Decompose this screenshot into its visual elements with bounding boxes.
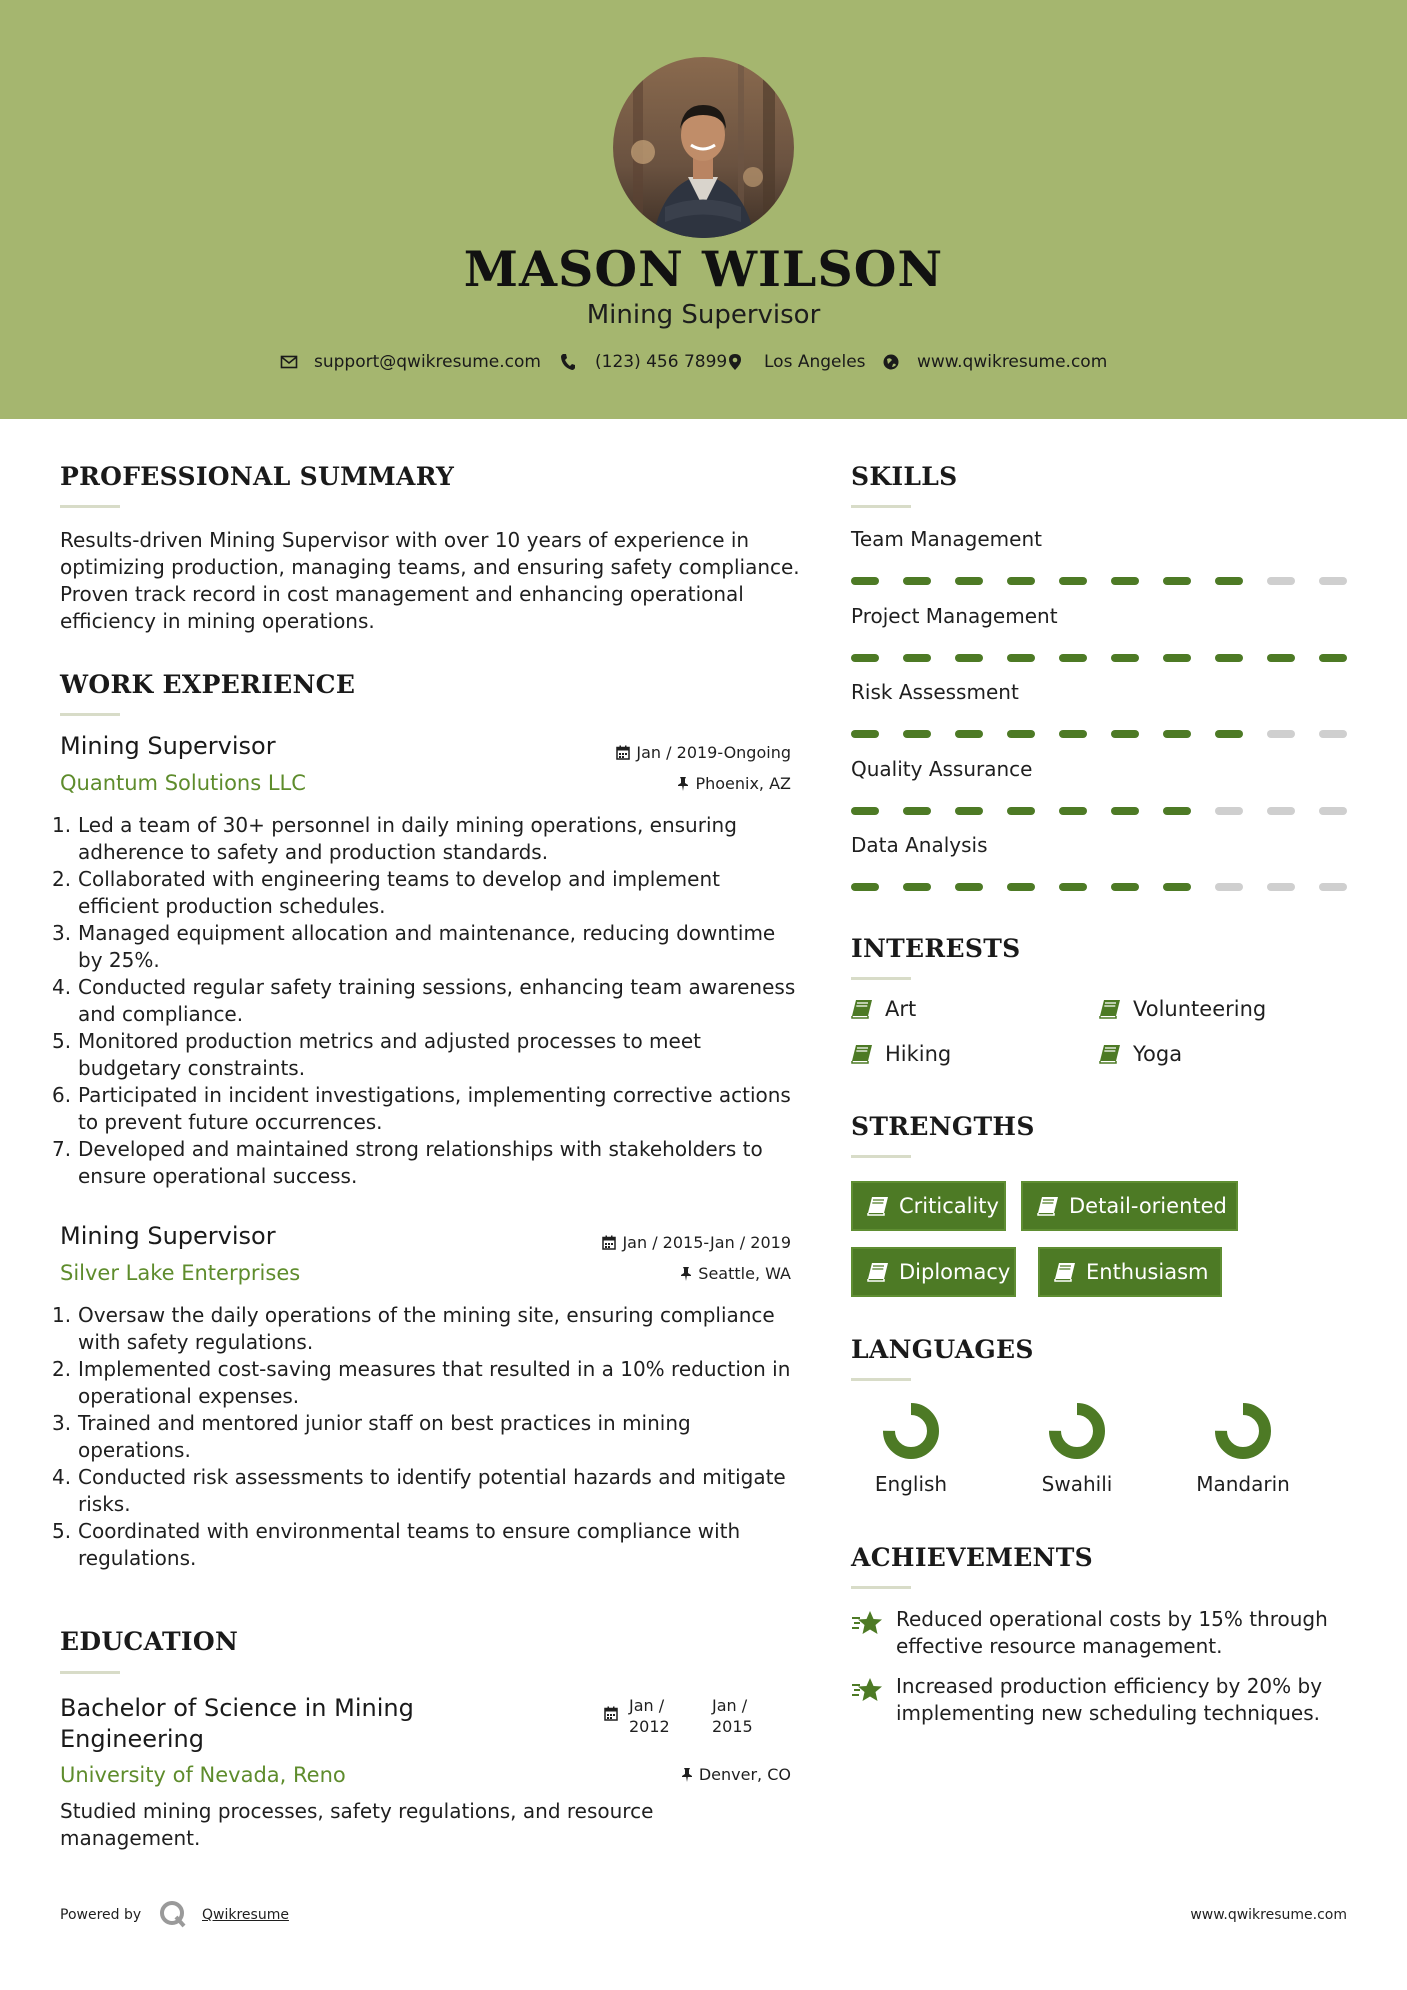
- summary-text: Results-driven Mining Supervisor with over 10 years of experience in optimizing production, managing teams, and ensuring safety compliance. Proven track record in cost management and enhancing operational efficiency in mining operations.: [60, 528, 800, 633]
- pushpin-icon: [681, 1767, 693, 1782]
- language-proficiency-arc: [1221, 1409, 1265, 1453]
- skill-level-segment: [1163, 654, 1191, 662]
- skill-level-segment: [955, 883, 983, 891]
- skill-level-segment: [851, 883, 879, 891]
- school-name: University of Nevada, Reno: [60, 1763, 346, 1787]
- job-dates: [602, 1233, 791, 1252]
- skill-level-segment: [1059, 807, 1087, 815]
- pushpin-icon: [680, 1266, 692, 1281]
- skill-level-segment: [1059, 577, 1087, 585]
- education-start-date: Jan / 2012: [629, 1696, 670, 1736]
- book-icon: [1037, 1196, 1059, 1216]
- section-divider: [851, 1586, 911, 1589]
- contact-bar: [0, 352, 1407, 376]
- skill-level-segment: [1215, 807, 1243, 815]
- skill-level-segment: [1007, 654, 1035, 662]
- degree-title: Bachelor of Science in Mining Engineering: [60, 1694, 414, 1753]
- skill-level-segment: [1319, 883, 1347, 891]
- job-dates: [616, 743, 791, 762]
- language-name: English: [874, 1472, 948, 1496]
- education-heading: EDUCATION: [60, 1627, 239, 1656]
- calendar-icon: [602, 1235, 616, 1250]
- book-icon: [867, 1196, 889, 1216]
- job-duties-list: [52, 1302, 800, 1572]
- language-name: Swahili: [1041, 1472, 1113, 1496]
- skill-name: Team Management: [851, 527, 1042, 551]
- skill-level-segment: [1319, 654, 1347, 662]
- powered-by-label: Powered by: [60, 1907, 142, 1923]
- skill-level-segment: [1267, 807, 1295, 815]
- skill-level-segment: [851, 577, 879, 585]
- book-icon: [1054, 1262, 1076, 1282]
- contact-website[interactable]: www.qwikresume.com: [917, 352, 1108, 372]
- skills-heading: SKILLS: [851, 462, 958, 491]
- skill-level-segment: [1111, 883, 1139, 891]
- qwikresume-link[interactable]: Qwikresume: [202, 1907, 289, 1923]
- skill-level-segment: [1267, 654, 1295, 662]
- section-divider: [851, 977, 911, 980]
- skill-level-segment: [1267, 883, 1295, 891]
- interests-heading: INTERESTS: [851, 934, 1021, 963]
- job-company: Quantum Solutions LLC: [60, 771, 306, 795]
- map-marker-icon: [728, 353, 742, 371]
- skill-level-segment: [1059, 883, 1087, 891]
- candidate-title: Mining Supervisor: [586, 300, 821, 330]
- section-divider: [60, 713, 120, 716]
- language-proficiency-ring: [1214, 1402, 1272, 1460]
- skill-level-segment: [1215, 577, 1243, 585]
- skill-level-bar: [851, 577, 1351, 585]
- language-name: Mandarin: [1196, 1472, 1290, 1496]
- duty-item: 5. Coordinated with environmental teams to ensure compliance with regulations.: [52, 1519, 741, 1570]
- section-divider: [60, 505, 120, 508]
- skill-level-segment: [903, 730, 931, 738]
- strength-chip: Enthusiasm: [1038, 1247, 1222, 1297]
- strength-chip: Detail-oriented: [1021, 1181, 1238, 1231]
- skill-level-segment: [1319, 730, 1347, 738]
- skill-level-segment: [1267, 730, 1295, 738]
- language-proficiency-arc: [889, 1409, 933, 1453]
- duty-item: 1. Oversaw the daily operations of the mining site, ensuring compliance with safety regulations.: [52, 1303, 775, 1354]
- achievements-heading: ACHIEVEMENTS: [851, 1543, 1093, 1572]
- skill-name: Risk Assessment: [851, 680, 1019, 704]
- phone-icon: [560, 353, 576, 371]
- skill-level-segment: [1215, 883, 1243, 891]
- skill-level-segment: [1007, 807, 1035, 815]
- skill-level-segment: [1163, 730, 1191, 738]
- job-location: [680, 1264, 791, 1283]
- duty-item: 7. Developed and maintained strong relationships with stakeholders to ensure operational success.: [52, 1137, 763, 1188]
- skill-level-segment: [1215, 730, 1243, 738]
- skill-level-bar: [851, 654, 1351, 662]
- book-icon: [851, 1044, 873, 1064]
- job-title: Mining Supervisor: [60, 1222, 276, 1250]
- skill-level-segment: [1267, 577, 1295, 585]
- skill-level-segment: [903, 807, 931, 815]
- job-duties-list: [52, 812, 800, 1190]
- skill-level-segment: [955, 577, 983, 585]
- job-location-text: Phoenix, AZ: [695, 774, 791, 793]
- language-proficiency-arc: [1055, 1409, 1099, 1453]
- job-dates-text: Jan / 2019-Ongoing: [636, 743, 791, 762]
- job-dates-text: Jan / 2015-Jan / 2019: [622, 1233, 791, 1252]
- skill-level-segment: [851, 807, 879, 815]
- envelope-icon: [280, 353, 298, 371]
- skill-level-segment: [1111, 577, 1139, 585]
- skill-level-segment: [1163, 807, 1191, 815]
- language-proficiency-ring: [1048, 1402, 1106, 1460]
- contact-phone[interactable]: (123) 456 7899: [595, 352, 728, 372]
- book-icon: [1099, 1044, 1121, 1064]
- contact-location: Los Angeles: [764, 352, 866, 372]
- summary-heading: PROFESSIONAL SUMMARY: [60, 462, 455, 491]
- book-icon: [851, 999, 873, 1019]
- skill-level-segment: [1163, 577, 1191, 585]
- section-divider: [60, 1671, 120, 1674]
- job-title: Mining Supervisor: [60, 732, 276, 760]
- skill-level-bar: [851, 883, 1351, 891]
- education-location: [681, 1765, 791, 1784]
- star-icon: [851, 1610, 885, 1636]
- education-end-date: Jan / 2015: [712, 1696, 753, 1736]
- skill-name: Data Analysis: [851, 833, 988, 857]
- skill-level-segment: [1215, 654, 1243, 662]
- candidate-name: MASON WILSON: [463, 240, 944, 298]
- book-icon: [1099, 999, 1121, 1019]
- duty-item: 4. Conducted risk assessments to identify potential hazards and mitigate risks.: [52, 1465, 786, 1516]
- experience-heading: WORK EXPERIENCE: [60, 670, 356, 699]
- skill-level-segment: [955, 807, 983, 815]
- calendar-icon: [616, 745, 630, 760]
- achievement-item: Increased production efficiency by 20% by implementing new scheduling techniques.: [851, 1673, 1351, 1727]
- skill-level-segment: [955, 730, 983, 738]
- skill-level-segment: [1111, 654, 1139, 662]
- section-divider: [851, 505, 911, 508]
- skill-level-segment: [1111, 807, 1139, 815]
- globe-icon: [882, 353, 900, 371]
- duty-item: 3. Trained and mentored junior staff on best practices in mining operations.: [52, 1411, 691, 1462]
- skill-level-segment: [1059, 730, 1087, 738]
- duty-item: 1. Led a team of 30+ personnel in daily mining operations, ensuring adherence to safety and production standards.: [52, 813, 737, 864]
- duty-item: 3. Managed equipment allocation and maintenance, reducing downtime by 25%.: [52, 921, 776, 972]
- contact-email[interactable]: support@qwikresume.com: [314, 352, 541, 372]
- section-divider: [851, 1155, 911, 1158]
- skill-level-segment: [1163, 883, 1191, 891]
- duty-item: 5. Monitored production metrics and adjusted processes to meet budgetary constraints.: [52, 1029, 701, 1080]
- skill-level-bar: [851, 807, 1351, 815]
- job-location: [677, 774, 791, 793]
- education-description: Studied mining processes, safety regulations, and resource management.: [60, 1799, 654, 1850]
- profile-photo: [613, 57, 794, 238]
- language-proficiency-ring: [882, 1402, 940, 1460]
- duty-item: 6. Participated in incident investigations, implementing corrective actions to prevent future occurrences.: [52, 1083, 791, 1134]
- calendar-icon: [604, 1706, 618, 1721]
- duty-item: 4. Conducted regular safety training sessions, enhancing team awareness and compliance.: [52, 975, 796, 1026]
- education-location-text: Denver, CO: [698, 1765, 791, 1784]
- skill-level-segment: [903, 654, 931, 662]
- footer-site-link[interactable]: www.qwikresume.com: [1190, 1907, 1347, 1923]
- languages-heading: LANGUAGES: [851, 1335, 1034, 1364]
- strength-chip: Criticality: [851, 1181, 1006, 1231]
- duty-item: 2. Collaborated with engineering teams to develop and implement efficient production schedules.: [52, 867, 720, 918]
- resume-header: [0, 0, 1407, 419]
- skill-level-segment: [1007, 730, 1035, 738]
- skill-level-segment: [903, 883, 931, 891]
- skill-level-segment: [1059, 654, 1087, 662]
- duty-item: 2. Implemented cost-saving measures that resulted in a 10% reduction in operational expenses.: [52, 1357, 791, 1408]
- job-company: Silver Lake Enterprises: [60, 1261, 301, 1285]
- strengths-heading: STRENGTHS: [851, 1112, 1035, 1141]
- qwikresume-logo-icon: [158, 1899, 188, 1929]
- skill-level-segment: [903, 577, 931, 585]
- skill-name: Quality Assurance: [851, 756, 1033, 781]
- book-icon: [867, 1262, 889, 1282]
- skill-level-segment: [1111, 730, 1139, 738]
- job-location-text: Seattle, WA: [698, 1264, 791, 1283]
- skill-level-segment: [1007, 577, 1035, 585]
- skill-level-segment: [1007, 883, 1035, 891]
- skill-level-segment: [955, 654, 983, 662]
- strength-chip: Diplomacy: [851, 1247, 1016, 1297]
- skill-name: Project Management: [851, 603, 1058, 628]
- section-divider: [851, 1378, 911, 1381]
- skill-level-segment: [851, 730, 879, 738]
- pushpin-icon: [677, 776, 689, 791]
- skill-level-segment: [1319, 807, 1347, 815]
- star-icon: [851, 1677, 885, 1703]
- skill-level-bar: [851, 730, 1351, 738]
- skill-level-segment: [851, 654, 879, 662]
- achievement-item: Reduced operational costs by 15% through effective resource management.: [851, 1606, 1351, 1660]
- skill-level-segment: [1319, 577, 1347, 585]
